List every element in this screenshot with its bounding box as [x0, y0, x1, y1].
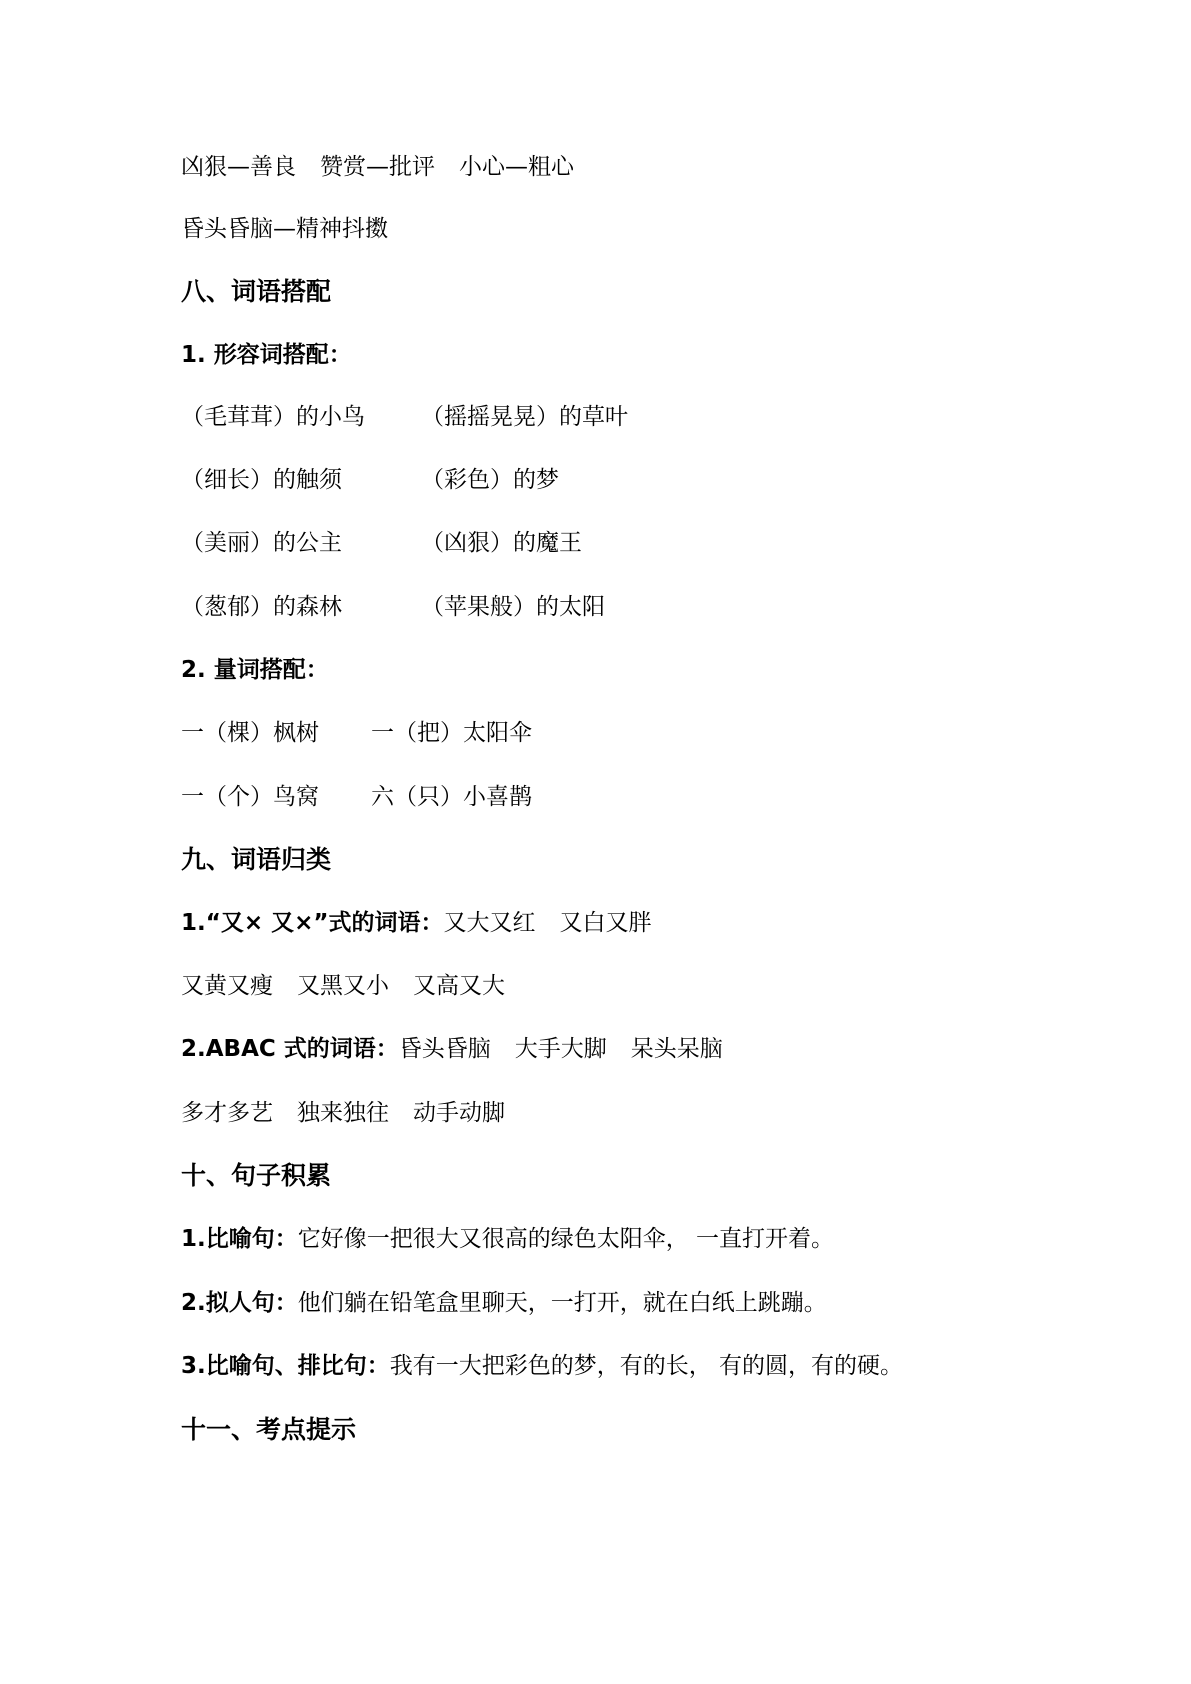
antonym-line-1 [181, 150, 574, 184]
measure-pair-right: 一（把）太阳伞 [371, 720, 532, 746]
adj-pair-left: （细长）的触须 [181, 467, 342, 493]
adj-pair-right: （苹果般）的太阳 [421, 594, 605, 620]
category-item-1-more [181, 969, 505, 1003]
adj-pair-row [181, 590, 605, 624]
adj-pair-row [181, 463, 559, 497]
measure-pair-left: 一（棵）枫树 [181, 720, 319, 746]
adj-pair-right: （凶狠）的魔王 [421, 530, 582, 556]
word: 大手大脚 [514, 1036, 607, 1062]
category-item-1 [181, 906, 652, 940]
measure-pair-right: 六（只）小喜鹊 [371, 784, 532, 810]
word: 又大又红 [443, 910, 536, 936]
sentence-text: 它好像一把很大又很高的绿色太阳伞， 一直打开着。 [297, 1226, 835, 1252]
adj-pair-right: （摇摇晃晃）的草叶 [421, 404, 628, 430]
category-label: 1.“又× 又×”式的词语： [181, 910, 444, 936]
sentence-item [181, 1286, 827, 1320]
word: 又白又胖 [559, 910, 652, 936]
adj-pair-left: （美丽）的公主 [181, 530, 342, 556]
sentence-text: 我有一大把彩色的梦，有的长， 有的圆，有的硬。 [389, 1353, 904, 1379]
adj-pair-right: （彩色）的梦 [421, 467, 559, 493]
sentence-text: 他们躺在铅笔盒里聊天，一打开，就在白纸上跳蹦。 [297, 1290, 827, 1316]
sentence-label: 3.比喻句、排比句： [181, 1353, 390, 1379]
word: 呆头呆脑 [630, 1036, 723, 1062]
measure-pair-left: 一（个）鸟窝 [181, 784, 319, 810]
sentence-label: 2.拟人句： [181, 1290, 298, 1316]
word: 昏头昏脑 [398, 1036, 491, 1062]
word: 又高又大 [413, 973, 505, 999]
word: 又黑又小 [297, 973, 389, 999]
adj-pair-row [181, 526, 582, 560]
word: 独来独往 [297, 1100, 389, 1126]
section-heading: 十一、考点提示 [181, 1415, 357, 1444]
adj-pair-row [181, 400, 628, 434]
sentence-item [181, 1222, 834, 1256]
measure-pair-row [181, 716, 532, 750]
antonym-line-2: 昏头昏脑—精神抖擞 [181, 216, 388, 242]
word: 动手动脚 [413, 1100, 505, 1126]
section-heading: 十、句子积累 [181, 1161, 332, 1190]
adj-pair-left: （葱郁）的森林 [181, 594, 342, 620]
sentence-label: 1.比喻句： [181, 1226, 298, 1252]
word: 又黄又瘦 [181, 973, 273, 999]
subsection-heading: 1. 形容词搭配： [181, 342, 352, 368]
sentence-item [181, 1349, 903, 1383]
word: 多才多艺 [181, 1100, 273, 1126]
antonym-pair: 小心—粗心 [459, 154, 574, 180]
category-item-2-more [181, 1096, 505, 1130]
category-item-2 [181, 1032, 723, 1066]
antonym-pair: 赞赏—批评 [320, 154, 435, 180]
antonym-pair: 凶狠—善良 [181, 154, 296, 180]
category-label: 2.ABAC 式的词语： [181, 1036, 399, 1062]
measure-pair-row [181, 780, 532, 814]
subsection-heading: 2. 量词搭配： [181, 657, 329, 683]
adj-pair-left: （毛茸茸）的小鸟 [181, 404, 365, 430]
section-heading: 八、词语搭配 [181, 277, 332, 306]
section-heading: 九、词语归类 [181, 845, 332, 874]
